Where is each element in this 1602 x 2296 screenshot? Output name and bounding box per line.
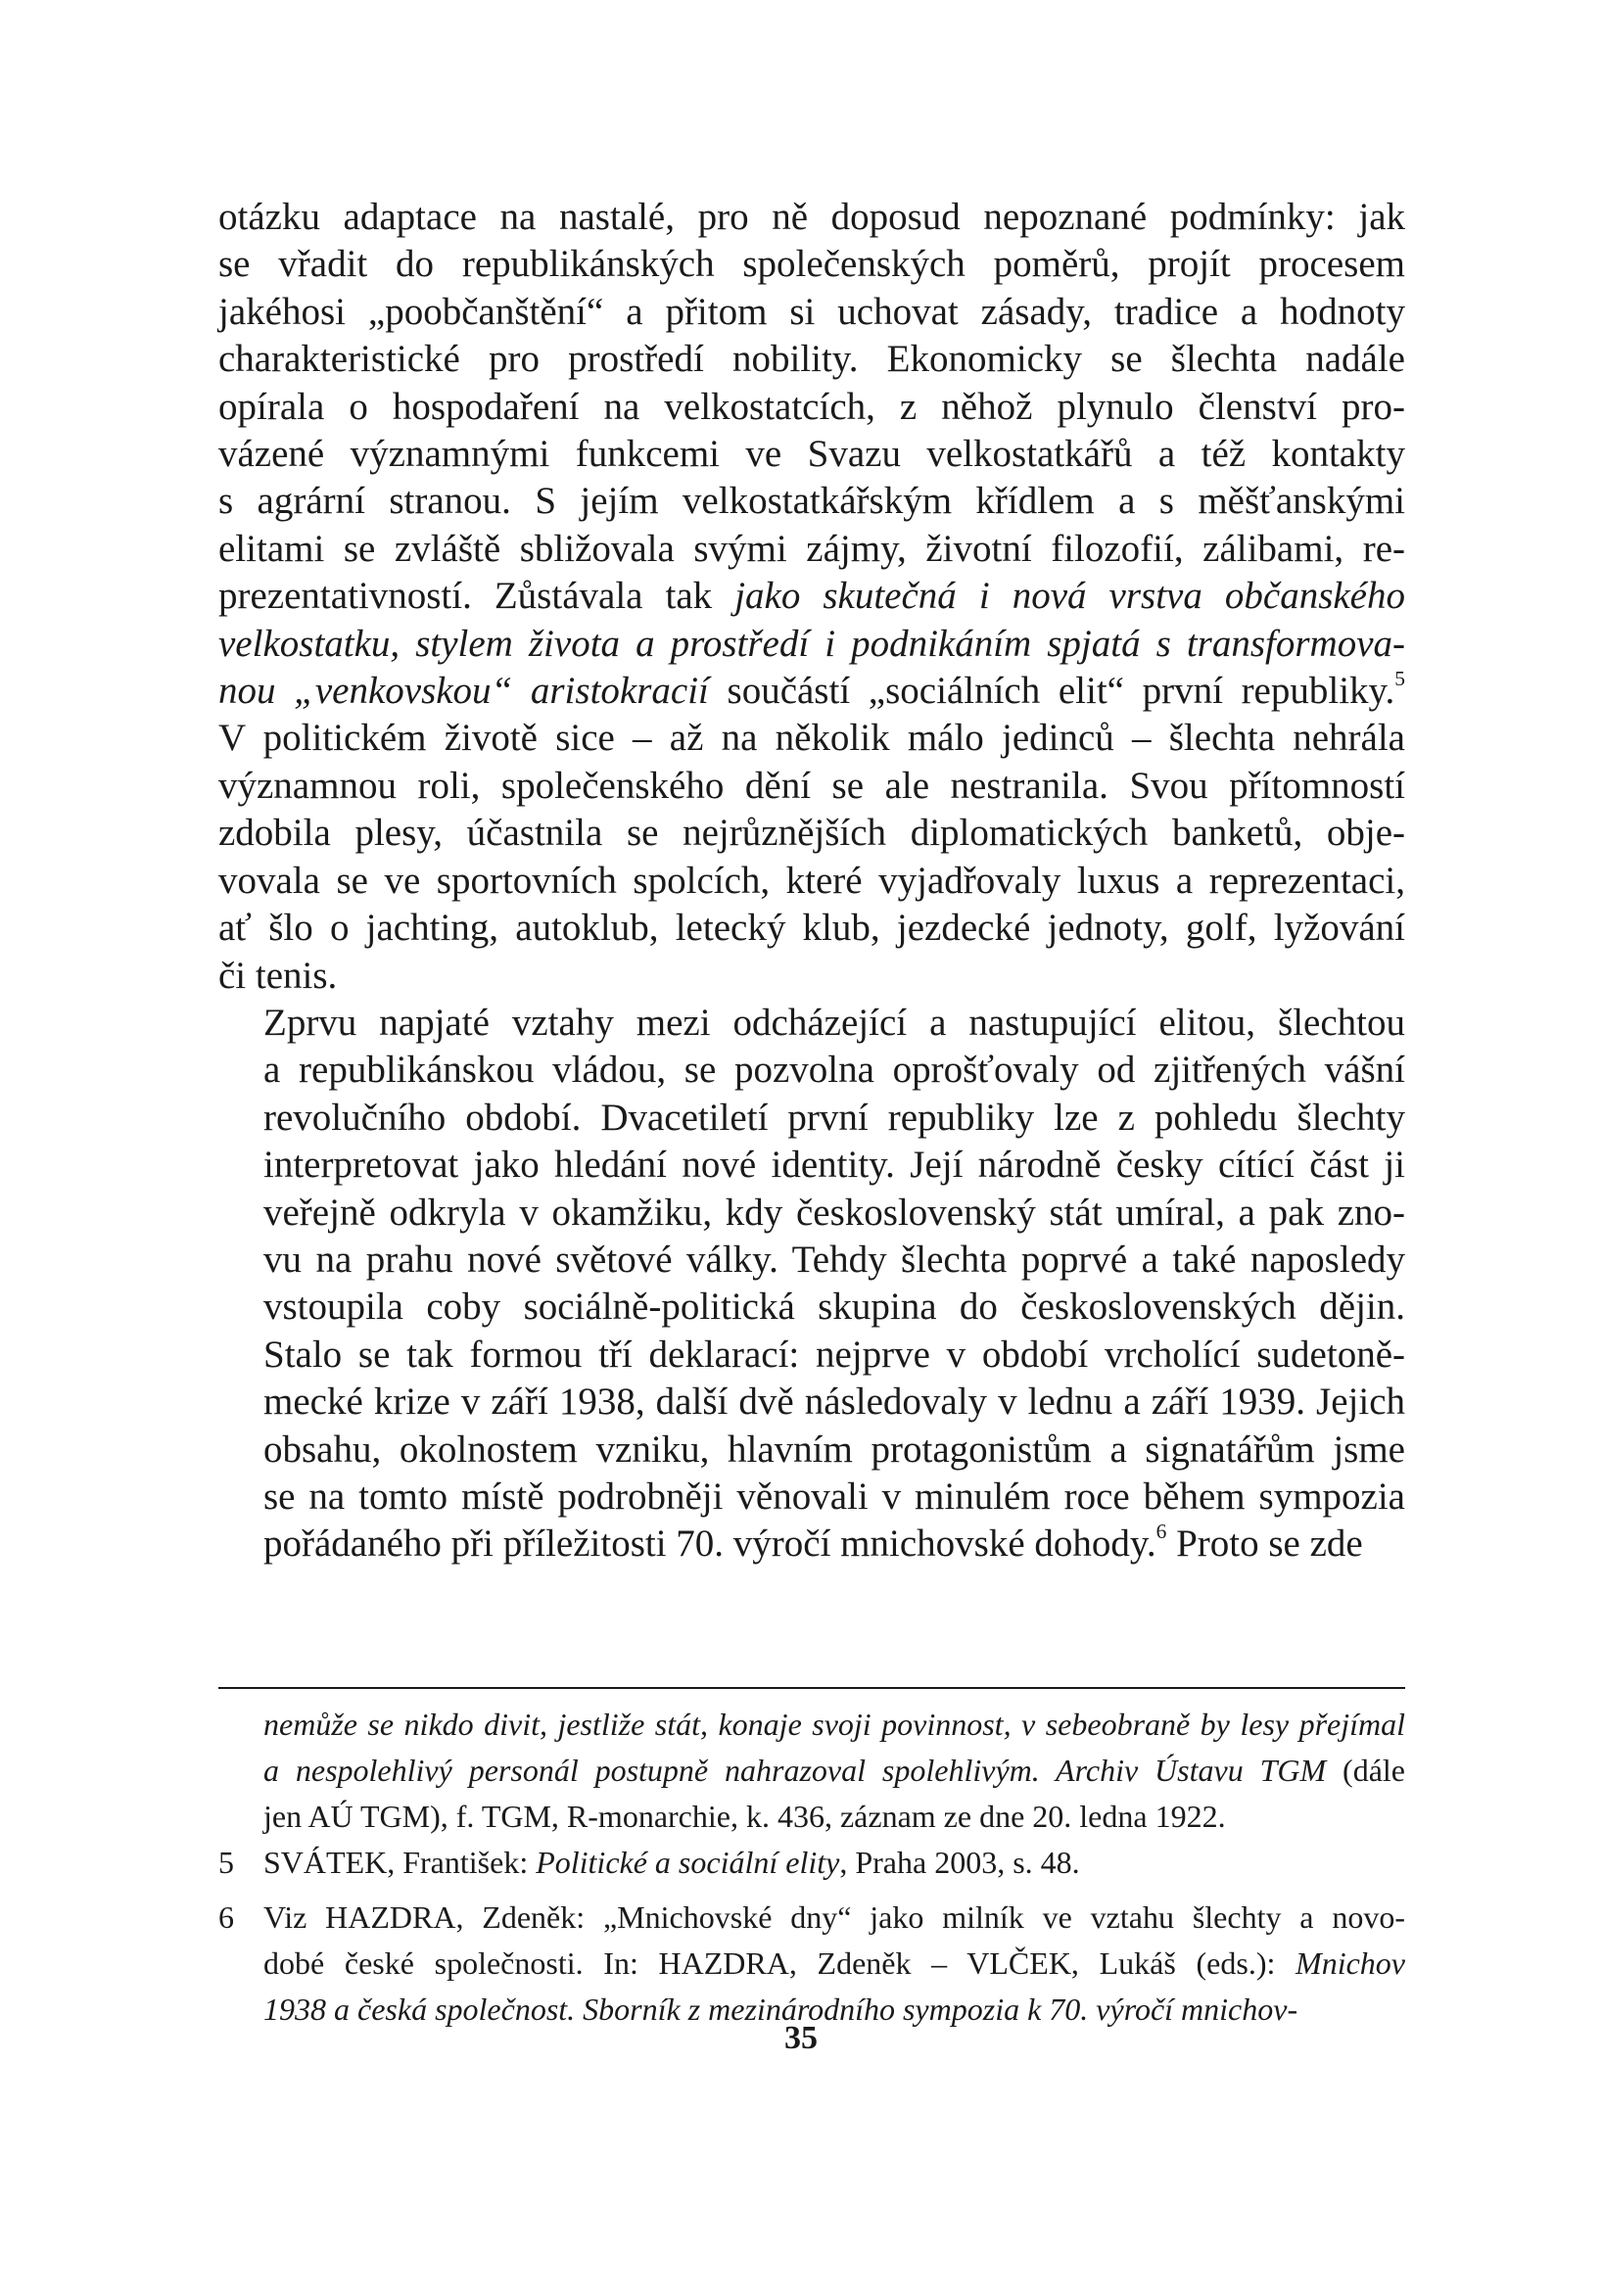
text-line: [218, 763, 1405, 810]
text-run: významnou roli, společenského dění se ale nestranila. Svou přítomností: [218, 764, 1405, 807]
text-run: revolučního období. Dvacetiletí první republiky lze z pohledu šlechty: [263, 1096, 1405, 1139]
text-line: [263, 1941, 1405, 1987]
italic-text: nemůže se nikdo divit, jestliže stát, konaje svoji povinnost, v sebeobraně by lesy přejímal: [263, 1707, 1405, 1742]
text-line: [218, 289, 1405, 336]
text-line: [263, 1895, 1405, 1941]
text-run: veřejně odkryla v okamžiku, kdy československý stát umíral, a pak zno-: [263, 1191, 1405, 1234]
text-run: Zprvu napjaté vztahy mezi odcházející a nastupující elitou, šlechtou: [263, 1001, 1405, 1044]
text-line: [218, 241, 1405, 288]
text-line: [218, 810, 1405, 857]
text-run: jen AÚ TGM), f. TGM, R-monarchie, k. 436, záznam ze dne 20. ledna 1922.: [263, 1799, 1226, 1834]
text-run: vstoupila coby sociálně-politická skupina do československých dějin.: [263, 1286, 1405, 1329]
text-line: [218, 1190, 1405, 1237]
footnote-reference: 5: [1394, 666, 1405, 690]
text-run: Viz HAZDRA, Zdeněk: „Mnichovské dny“ jako milník ve vztahu šlechty a novo-: [263, 1899, 1405, 1935]
italic-text: Mnichov: [1296, 1945, 1405, 1981]
text-line: [218, 1237, 1405, 1284]
footnote-separator: [218, 1687, 1405, 1689]
footnote-6: [218, 1895, 1405, 2033]
text-run: vu na prahu nové světové války. Tehdy šlechta poprvé a také naposledy: [263, 1238, 1405, 1281]
footnote-number: 5: [218, 1845, 234, 1880]
text-run: ať šlo o jachting, autoklub, letecký klub, jezdecké jednoty, golf, lyžování: [218, 907, 1405, 950]
paragraph-1: [218, 194, 1405, 1000]
text-line: [218, 336, 1405, 383]
italic-text: velkostatku, stylem života a prostředí i podnikáním spjatá s transformova-: [218, 622, 1405, 665]
text-line: [218, 431, 1405, 478]
text-run: Stalo se tak formou tří deklarací: nejprve v období vrcholící sudetoně-: [263, 1333, 1405, 1376]
text-run: mecké krize v září 1938, další dvě následovaly v lednu a září 1939. Jejich: [263, 1381, 1405, 1424]
text-line: [218, 621, 1405, 668]
footnote-reference: 6: [1155, 1520, 1167, 1544]
text-run: součástí „sociálních elit“ první republiky.: [708, 670, 1395, 713]
paragraph-2: [218, 1000, 1405, 1569]
text-line: [263, 1702, 1405, 1748]
text-run: otázku adaptace na nastalé, pro ně doposud nepoznané podmínky: jak: [218, 196, 1405, 238]
footnote-continuation: [218, 1702, 1405, 1840]
italic-text: jako skutečná i nová vrstva občanského: [734, 575, 1405, 618]
text-run: SVÁTEK, František:: [263, 1845, 537, 1880]
text-line: [218, 1000, 1405, 1047]
text-line: [218, 573, 1405, 620]
footnote-text: [263, 1895, 1405, 2033]
text-run: se vřadit do republikánských společenských poměrů, projít procesem: [218, 243, 1405, 286]
text-line: [218, 1095, 1405, 1142]
text-run: vovala se ve sportovních spolcích, které vyjadřovaly luxus a reprezentaci,: [218, 859, 1405, 902]
footnotes: [218, 1702, 1405, 2041]
italic-text: nou „venkovskou“ aristokracií: [218, 670, 709, 713]
text-line: [218, 384, 1405, 431]
footnote-5: [218, 1840, 1405, 1886]
text-run: opírala o hospodaření na velkostatcích, z něhož plynulo členství pro-: [218, 385, 1405, 428]
text-line: [218, 1379, 1405, 1426]
text-line: [218, 1047, 1405, 1094]
text-line: [218, 1142, 1405, 1189]
page-number: 35: [784, 2020, 818, 2056]
text-line: [218, 194, 1405, 241]
text-run: obsahu, okolnostem vzniku, hlavním protagonistům a signatářům jsme: [263, 1428, 1405, 1471]
text-run: zdobila plesy, účastnila se nejrůznějších diplomatických banketů, obje-: [218, 812, 1405, 855]
text-run: elitami se zvláště sbližovala svými zájmy, životní filozofií, zálibami, re-: [218, 527, 1405, 570]
text-line: [263, 1794, 1405, 1840]
text-run: charakteristické pro prostředí nobility. Ekonomicky se šlechta nadále: [218, 338, 1405, 381]
italic-text: a nespolehlivý personál postupně nahrazoval spolehlivým. Archiv Ústavu TGM: [263, 1753, 1327, 1788]
text-line: [218, 715, 1405, 762]
text-run: V politickém životě sice – až na několik málo jedinců – šlechta nehrála: [218, 717, 1405, 760]
text-line: [218, 478, 1405, 525]
italic-text: 1938 a česká společnost. Sborník z mezinárodního sympozia k 70. výročí mnichov-: [263, 1991, 1298, 2027]
text-run: či tenis.: [218, 954, 338, 997]
text-run: se na tomto místě podrobněji věnovali v minulém roce během sympozia: [263, 1475, 1405, 1518]
text-run: (dále: [1326, 1753, 1406, 1788]
text-line: [218, 905, 1405, 952]
text-line: [218, 1521, 1405, 1568]
text-run: a republikánskou vládou, se pozvolna oprošťovaly od zjitřených vášní: [263, 1049, 1405, 1092]
text-line: [218, 858, 1405, 905]
text-run: jakéhosi „poobčanštění“ a přitom si uchovat zásady, tradice a hodnoty: [218, 290, 1405, 333]
text-run: s agrární stranou. S jejím velkostatkářským křídlem a s měšťanskými: [218, 480, 1405, 523]
text-run: vázené významnými funkcemi ve Svazu velkostatkářů a též kontakty: [218, 433, 1405, 476]
text-line: [218, 953, 1405, 1000]
text-run: interpretovat jako hledání nové identity. Její národně česky cítící část ji: [263, 1144, 1405, 1187]
text-run: pořádaného při příležitosti 70. výročí mnichovské dohody.: [263, 1523, 1156, 1566]
footnote-number: 6: [218, 1899, 234, 1935]
footnote-text: [263, 1840, 1405, 1886]
text-line: [218, 1332, 1405, 1379]
text-run: Proto se zde: [1166, 1523, 1363, 1566]
main-text: [218, 194, 1405, 1569]
text-run: , Praha 2003, s. 48.: [839, 1845, 1080, 1880]
italic-text: Politické a sociální elity: [536, 1845, 840, 1880]
text-line: [218, 1427, 1405, 1474]
text-line: [263, 1840, 1405, 1886]
text-run: dobé české společnosti. In: HAZDRA, Zdeněk – VLČEK, Lukáš (eds.):: [263, 1945, 1296, 1981]
text-line: [263, 1748, 1405, 1794]
text-line: [218, 668, 1405, 715]
text-line: [218, 1474, 1405, 1521]
text-run: prezentativností. Zůstávala tak: [218, 575, 735, 618]
text-line: [218, 526, 1405, 573]
text-line: [218, 1284, 1405, 1331]
